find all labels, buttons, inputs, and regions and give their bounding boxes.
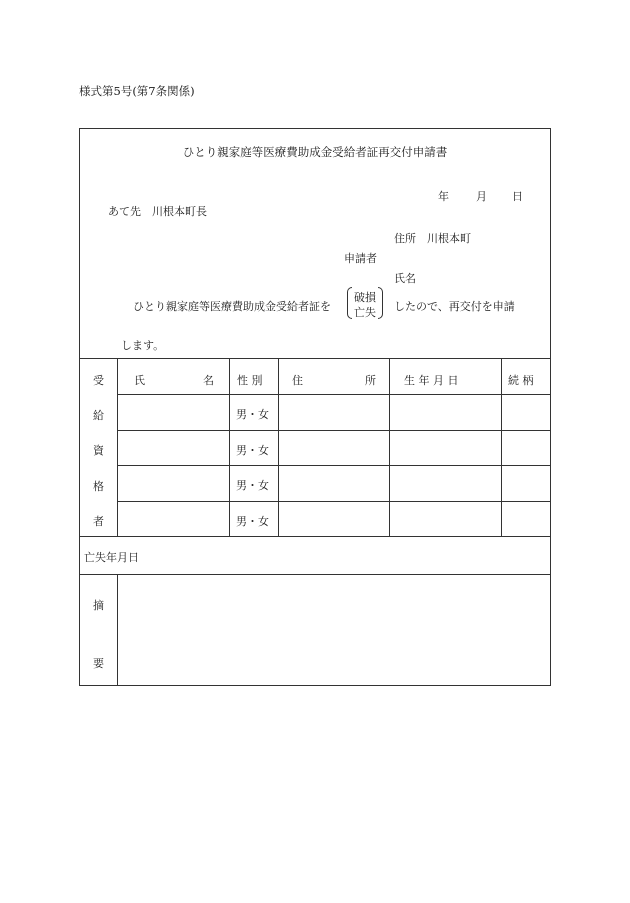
form-title: ひとり親家庭等医療費助成金受給者証再交付申請書 bbox=[182, 145, 448, 159]
date-year-label: 年 bbox=[438, 190, 449, 203]
side-label-rule bbox=[117, 358, 118, 536]
header-name-char: 氏 bbox=[134, 374, 145, 387]
right-bracket bbox=[378, 287, 383, 319]
sex-option: 男・女 bbox=[236, 479, 269, 492]
header-birth: 生 年 月 日 bbox=[404, 374, 459, 387]
address-birth-rule bbox=[389, 358, 390, 536]
table-row-rule-3 bbox=[117, 465, 551, 466]
side-label-char: 給 bbox=[93, 409, 104, 422]
statement-part2: したので、再交付を申請 bbox=[394, 300, 515, 313]
sex-address-rule bbox=[278, 358, 279, 536]
table-row-rule-4 bbox=[117, 501, 551, 502]
option-lost: 亡失 bbox=[354, 306, 376, 319]
birth-relation-rule bbox=[501, 358, 502, 536]
remarks-label-rule bbox=[117, 574, 118, 686]
loss-date-top-rule bbox=[79, 536, 551, 537]
applicant-name-label: 氏名 bbox=[394, 272, 416, 285]
applicant-role-label: 申請者 bbox=[344, 252, 377, 265]
side-label-char: 受 bbox=[93, 374, 104, 387]
applicant-address-label: 住所 川根本町 bbox=[394, 232, 471, 245]
form-number-label: 様式第5号(第7条関係) bbox=[79, 84, 195, 98]
table-top-rule bbox=[79, 358, 551, 359]
remarks-top-rule bbox=[79, 574, 551, 575]
side-label-char: 格 bbox=[93, 480, 104, 493]
side-label-char: 資 bbox=[93, 444, 104, 457]
header-address-char: 住 bbox=[292, 374, 303, 387]
remarks-label-char: 摘 bbox=[93, 599, 104, 612]
option-damaged: 破損 bbox=[354, 291, 376, 304]
left-bracket bbox=[347, 287, 352, 319]
side-label-char: 者 bbox=[93, 515, 104, 528]
sex-option: 男・女 bbox=[236, 444, 269, 457]
date-month-label: 月 bbox=[476, 190, 487, 203]
name-sex-rule bbox=[229, 358, 230, 536]
header-name-char: 名 bbox=[203, 374, 214, 387]
sex-option: 男・女 bbox=[236, 515, 269, 528]
table-row-rule-1 bbox=[117, 394, 551, 395]
date-day-label: 日 bbox=[512, 190, 523, 203]
statement-part1: ひとり親家庭等医療費助成金受給者証を bbox=[133, 300, 331, 313]
remarks-label-char: 要 bbox=[93, 657, 104, 670]
header-sex: 性 別 bbox=[237, 374, 263, 387]
addressee-label: あて先 川根本町長 bbox=[108, 205, 207, 218]
statement-part3: します。 bbox=[121, 339, 165, 352]
sex-option: 男・女 bbox=[236, 408, 269, 421]
reason-options bbox=[347, 287, 383, 319]
header-relation: 続 柄 bbox=[508, 374, 534, 387]
table-row-rule-2 bbox=[117, 430, 551, 431]
loss-date-label: 亡失年月日 bbox=[84, 551, 139, 564]
header-address-char: 所 bbox=[365, 374, 376, 387]
